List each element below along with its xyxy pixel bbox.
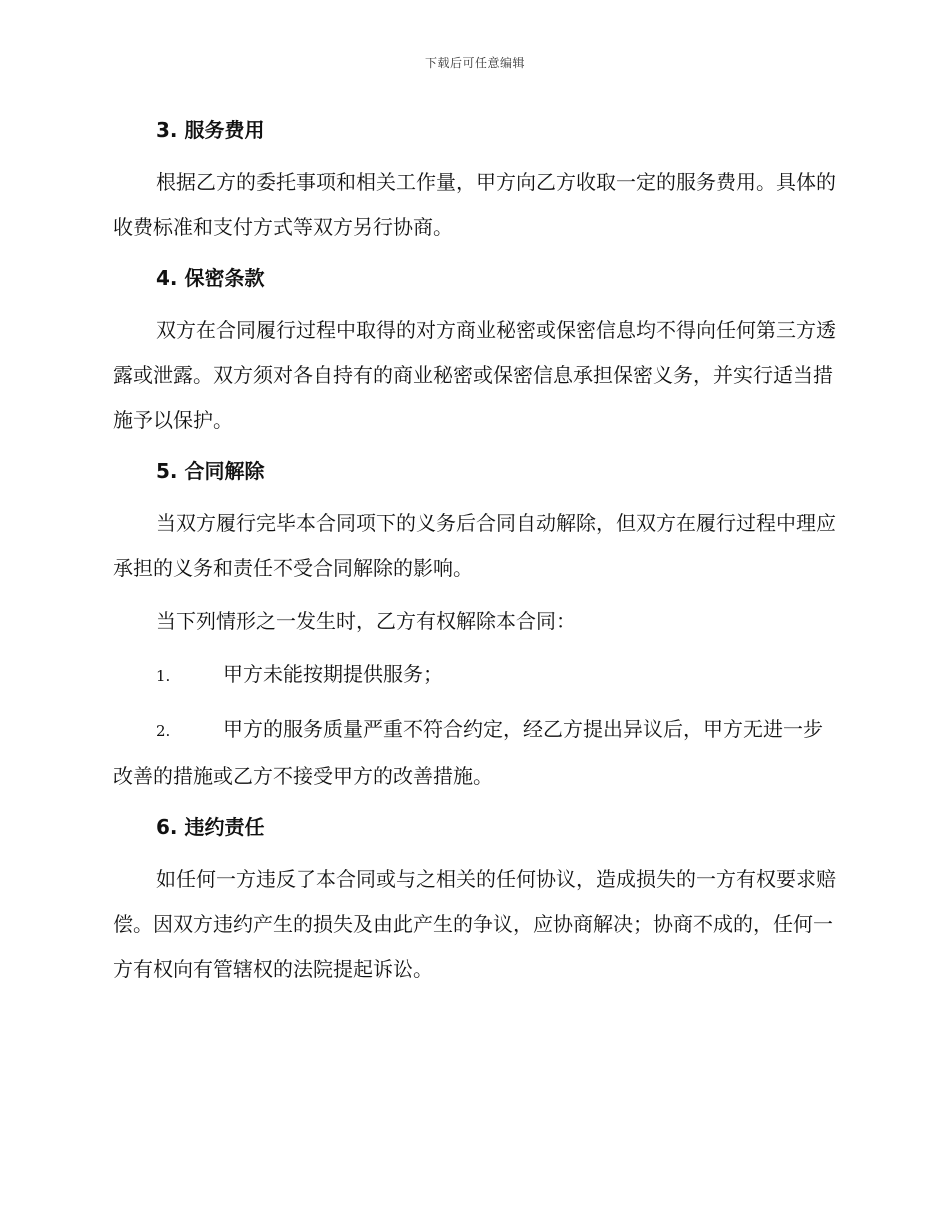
section-6-title: 6. 违约责任	[156, 815, 265, 839]
section-6-paragraph-1: 如任何一方违反了本合同或与之相关的任何协议，造成损失的一方有权要求赔偿。因双方违约产生的损失及由此产生的争议，应协商解决；协商不成的，任何一方有权向有管辖权的法院提起诉讼。	[113, 867, 836, 981]
list-item-number: 1.	[156, 667, 171, 685]
document-body	[113, 110, 838, 992]
section-3-paragraph-1: 根据乙方的委托事项和相关工作量，甲方向乙方收取一定的服务费用。具体的收费标准和支付方式等双方另行协商。	[113, 170, 836, 239]
header-note: 下载后可任意编辑	[424, 56, 525, 70]
list-item	[113, 707, 838, 799]
section-5-paragraph-2: 当下列情形之一发生时，乙方有权解除本合同：	[156, 609, 576, 633]
list-item-number: 2.	[156, 722, 171, 740]
section-4-title: 4. 保密条款	[156, 266, 265, 290]
list-item-text: 甲方未能按期提供服务；	[223, 662, 443, 686]
list-item	[113, 652, 838, 699]
section-4-paragraph-1: 双方在合同履行过程中取得的对方商业秘密或保密信息均不得向任何第三方透露或泄露。双方须对各自持有的商业秘密或保密信息承担保密义务，并实行适当措施予以保护。	[113, 318, 836, 432]
section-5-title: 5. 合同解除	[156, 459, 265, 483]
section-3-title: 3. 服务费用	[156, 118, 265, 142]
list-item-text: 甲方的服务质量严重不符合约定，经乙方提出异议后，甲方无进一步改善的措施或乙方不接受甲方的改善措施。	[113, 717, 823, 788]
section-5-paragraph-1: 当双方履行完毕本合同项下的义务后合同自动解除，但双方在履行过程中理应承担的义务和责任不受合同解除的影响。	[113, 511, 836, 580]
